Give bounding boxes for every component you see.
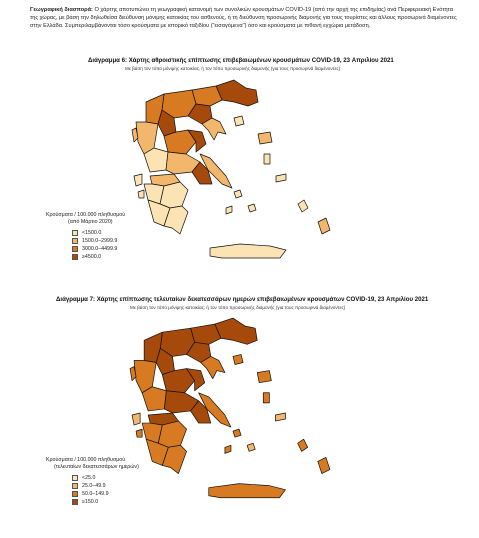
island-lesvos — [257, 371, 271, 383]
legend-swatch — [72, 491, 78, 497]
legend-title: Κρούσματα / 100.000 πληθυσμού — [46, 457, 126, 463]
island-zakynthos — [138, 190, 144, 198]
island-kefalonia — [134, 174, 142, 186]
legend-swatch — [72, 254, 78, 260]
legend-item: ≥4500.0 — [46, 253, 125, 261]
legend-swatch — [72, 499, 78, 505]
intro-text: Ο χάρτης αποτυπώνει τη γεωγραφική κατανομή των συνολικών κρουσμάτων COVID-19 (από την αρχή της επιδημίας) ανά Περιφερειακή Ενότητα της χώρας, με βάση την δηλωθείσα διεύθυνση μόνιμης κατοικίας του ασθενούς, ή τη διεύθυνση προσωρινής διαμονής για τους τουρίστες και άλλους προσωρινά διαμένοντες στην Ελλάδα. Συμπεριλαμβάνονται τόσο κρούσματα με ιστορικό ταξιδίου ("εισαγόμενα") όσο και κρούσματα με πιθανή εγχώρια μετάδοση. — [30, 7, 457, 30]
legend-swatch — [72, 238, 78, 244]
greece-map-14day — [126, 310, 342, 522]
legend-item: 1500.0–2999.9 — [46, 237, 125, 245]
island-cyclades-a — [233, 429, 241, 437]
island-rhodes — [318, 457, 330, 473]
region-aitoloakarnania — [142, 387, 166, 411]
island-cyclades-b — [248, 204, 256, 212]
island-dodecanese — [298, 439, 308, 451]
legend-item: <1500.0 — [46, 229, 125, 237]
figure-7-legend — [46, 457, 139, 506]
figure-7-subtitle: Με βάση τον τόπο μόνιμης κατοικίας, ή τον τόπο προσωρινής διαμονής (για τους προσωρινά διαμένοντες) — [130, 305, 346, 310]
island-chios — [263, 393, 269, 403]
island-lesvos — [258, 132, 272, 144]
island-dodecanese — [298, 200, 308, 212]
legend-swatch — [72, 230, 78, 236]
figure-6-title: Διάγραμμα 6: Χάρτης αθροιστικής επίπτωσης επιβεβαιωμένων κρουσμάτων COVID-19, 23 Απριλίου 2021 — [88, 57, 394, 64]
region-aitoloakarnania — [144, 148, 168, 172]
region-arcadia — [158, 421, 186, 447]
figure-6-legend — [46, 212, 125, 261]
intro-lead: Γεωγραφική διασπορά: — [30, 7, 93, 13]
legend-swatch — [72, 246, 78, 252]
legend-item: 50.0–149.9 — [46, 490, 139, 498]
region-east-macedonia — [191, 324, 221, 344]
legend-swatch — [72, 483, 78, 489]
island-samos — [275, 413, 285, 421]
region-arcadia — [160, 182, 188, 208]
island-samos — [276, 174, 286, 182]
island-cyclades-c — [225, 445, 231, 453]
legend-item: 25.0–49.9 — [46, 482, 139, 490]
legend-swatch — [72, 475, 78, 481]
region-east-macedonia — [192, 86, 222, 106]
island-crete — [210, 244, 286, 258]
island-limnos — [233, 354, 243, 364]
legend-item: ≥150.0 — [46, 498, 139, 506]
legend-item: <25.0 — [46, 474, 139, 482]
island-chios — [264, 154, 270, 164]
island-zakynthos — [136, 429, 142, 437]
island-cyclades-b — [247, 443, 255, 451]
island-limnos — [234, 116, 244, 126]
legend-subtitle: (τελευταίων δεκατεσσάρων ημερών) — [54, 464, 139, 471]
legend-subtitle: (από Μάρτιο 2020) — [68, 219, 113, 226]
island-rhodes — [318, 218, 330, 234]
legend-title: Κρούσματα / 100.000 πληθυσμού — [46, 212, 126, 218]
greece-map-cumulative — [130, 72, 340, 282]
figure-6-subtitle: Με βάση τον τόπο μόνιμης κατοικίας, ή τον τόπο προσωρινής διαμονής (για τους προσωρινά διαμένοντες) — [125, 66, 341, 71]
legend-item: 3000.0–4499.9 — [46, 245, 125, 253]
region-thrace — [215, 318, 257, 344]
region-thrace — [216, 80, 258, 106]
figure-7-title: Διάγραμμα 7: Χάρτης επίπτωσης τελευταίων δεκατεσσάρων ημερών επιβεβαιωμένων κρουσμάτων COVID-19, 23 Απριλίου 2021 — [56, 296, 429, 303]
island-crete — [209, 484, 286, 498]
island-kefalonia — [132, 413, 140, 425]
intro-paragraph — [30, 6, 460, 31]
island-cyclades-a — [234, 190, 242, 198]
island-cyclades-c — [226, 206, 232, 214]
